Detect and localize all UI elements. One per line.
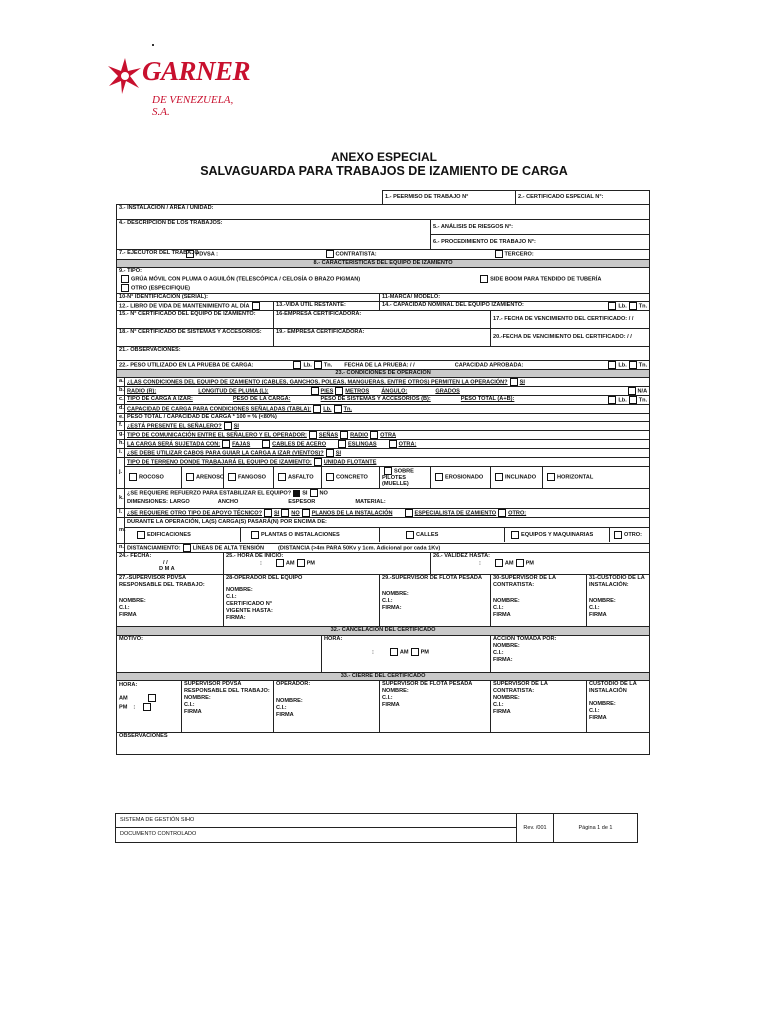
brand-model-field[interactable]: 11-MARCA/ MODELO: — [380, 293, 650, 301]
rocoso-checkbox[interactable] — [129, 473, 137, 481]
cond-b-key: b. — [117, 386, 125, 395]
section-33-header: 33.- CIERRE DEL CERTIFICADO — [117, 672, 650, 680]
eslingas-checkbox[interactable] — [338, 440, 346, 448]
equipment-operator-cell[interactable]: 28-OPERADOR DEL EQUIPO NOMBRE: C.I.: CERTIFICADO N° VIGENTE HASTA: FIRMA: — [224, 574, 380, 626]
star-burst-icon — [108, 58, 142, 94]
executor-pdvsa-option[interactable]: PDVSA : — [182, 250, 322, 260]
executor-contractor-option[interactable]: CONTRATISTA: — [322, 250, 491, 260]
valid-until-field[interactable]: 26.- VALIDEZ HASTA: : AM PM — [431, 552, 650, 574]
equipment-checkbox[interactable] — [511, 531, 519, 539]
document-subtitle: SALVAGUARDA PARA TRABAJOS DE IZAMIENTO DE CARGA — [200, 164, 568, 178]
cond-g-row[interactable]: TIPO DE COMUNICACIÓN ENTRE EL SEÑALERO Y EL OPERADOR: SEÑAS RADIO OTRA — [125, 430, 650, 439]
fajas-checkbox[interactable] — [222, 440, 230, 448]
cond-j-key: j. — [117, 457, 125, 488]
cond-e-key: e. — [117, 413, 125, 421]
reinforce-no-checkbox[interactable] — [310, 489, 318, 497]
cond-a-row[interactable]: ¿LAS CONDICIONES DEL EQUIPO DE IZAMIENTO (CABLES, GANCHOS, POLEAS, MANGUERAS, ENTRE OTROS) PERMITEN LA OPERACIÓN? SI — [125, 377, 650, 386]
cond-d-key: d. — [117, 404, 125, 413]
permit-header-table — [382, 190, 650, 205]
other-overpass-checkbox[interactable] — [614, 531, 622, 539]
installation-custodian-cell[interactable]: 31-CUSTODIO DE LA INSTALACIÓN: NOMBRE: C.I.: FIRMA — [587, 574, 650, 626]
cond-a-si-checkbox[interactable] — [510, 378, 518, 386]
terrain-asfalto[interactable]: ASFALTO — [274, 466, 322, 488]
other-rigging-checkbox[interactable] — [389, 440, 397, 448]
floating-unit-checkbox[interactable] — [314, 458, 322, 466]
revision-label: Rev. /001 — [517, 814, 554, 842]
serial-id-field[interactable]: 10-N° IDENTIFICACIÓN (SERIAL): — [117, 293, 380, 301]
section-32-header: 32.- CANCELACIÓN DEL CERTIFICADO — [117, 626, 650, 635]
arenoso-checkbox[interactable] — [186, 473, 194, 481]
horizontal-checkbox[interactable] — [547, 473, 555, 481]
pdvsa-checkbox[interactable] — [186, 250, 194, 258]
terrain-inclinado[interactable]: INCLINADO — [491, 466, 543, 488]
lifting-form-table — [116, 204, 650, 755]
pdvsa-supervisor-cell[interactable]: 27.-SUPERVISOR PDVSA RESPONSABLE DEL TRABAJO: NOMBRE: C.I.: FIRMA — [117, 574, 224, 626]
management-system-label: SISTEMA DE GESTIÓN SIHO — [116, 814, 516, 828]
close-pdvsa-supervisor-cell[interactable]: SUPERVISOR PDVSA RESPONSABLE DEL TRABAJO: NOMBRE: C.I.: FIRMA — [182, 680, 274, 732]
cond-c-row[interactable]: TIPO DE CARGA A IZAR: PESO DE LA CARGA: PESO DE SISTEMAS Y ACCESORIOS (B): PESO TOTAL (A+B): Lb. Tn. — [125, 395, 650, 404]
pies-checkbox[interactable] — [311, 387, 319, 395]
signaler-si-checkbox[interactable] — [224, 422, 232, 430]
capacity-tn-checkbox[interactable] — [629, 302, 637, 310]
cond-n-row[interactable]: DISTANCIAMIENTO: LÍNEAS DE ALTA TENSIÓN (DISTANCIA (>4m PARA 50Kv y 1cm. Adicional por cada 1Kv) — [125, 543, 650, 552]
stray-mark — [152, 44, 154, 46]
section-8-header: 8.- CARACTERÍSTICAS DEL EQUIPO DE IZAMIENTO — [117, 260, 650, 268]
approved-lb-checkbox[interactable] — [608, 361, 616, 369]
cables-checkbox[interactable] — [262, 440, 270, 448]
cancel-pm-checkbox[interactable] — [411, 648, 419, 656]
other-type-label: OTRO (ESPECIFIQUE) — [131, 285, 191, 292]
accessories-certificate-field[interactable]: 18.- N° CERTIFICADO DE SISTEMAS Y ACCESORIOS: — [117, 328, 274, 346]
accessories-certifier-field[interactable]: 19.- EMPRESA CERTIFICADORA: — [274, 328, 491, 346]
equipment-type-block — [117, 268, 650, 294]
test-tn-checkbox[interactable] — [314, 361, 322, 369]
cancel-time-field[interactable]: HORA: : AM PM — [322, 635, 491, 672]
plants-checkbox[interactable] — [251, 531, 259, 539]
crane-checkbox[interactable] — [121, 275, 129, 283]
work-executor-label: 7.- EJECUTOR DEL TRABAJO — [117, 250, 182, 260]
permit-number-field[interactable]: 1.- PEERMISO DE TRABAJO N° — [383, 191, 516, 205]
final-observations-field[interactable]: OBSERVACIONES — [117, 732, 650, 754]
close-fleet-supervisor-cell[interactable]: SUPERVISOR DE FLOTA PESADA NOMBRE: C.I.: FIRMA — [380, 680, 491, 732]
close-time-field[interactable]: HORA: AM PM : — [117, 680, 182, 732]
section-23-header: 23.- CONDICIONES DE OPERACIÓN — [117, 369, 650, 377]
capacity-table-tn-checkbox[interactable] — [334, 405, 342, 413]
vientos-si-checkbox[interactable] — [326, 449, 334, 457]
senas-checkbox[interactable] — [309, 431, 317, 439]
terrain-fangoso[interactable]: FANGOSO — [224, 466, 274, 488]
remaining-life-field[interactable]: 13.-VIDA ÚTIL RESTANTE: — [274, 301, 380, 310]
valid-pm-checkbox[interactable] — [516, 559, 524, 567]
accessories-expiry-field[interactable]: 20.-FECHA DE VENCIMIENTO DEL CERTIFICADO: / / — [491, 328, 650, 346]
terrain-horizontal[interactable]: HORIZONTAL — [543, 466, 650, 488]
logo-subtitle: DE VENEZUELA, S.A. — [152, 94, 234, 118]
pilotes-checkbox[interactable] — [384, 467, 392, 475]
third-party-checkbox[interactable] — [495, 250, 503, 258]
start-time-field[interactable]: 25.- HORA DE INICIO: : AM PM — [224, 552, 431, 574]
erosionado-checkbox[interactable] — [435, 473, 443, 481]
logo-brand: GARNER — [142, 56, 251, 86]
cond-m-key: m. — [117, 517, 125, 543]
reinforce-si-checkbox[interactable] — [293, 490, 300, 497]
date-field[interactable]: 24.- FECHA: / / D M A — [117, 552, 224, 574]
terrain-pilotes[interactable]: SOBRE PILOTES (MUELLE) — [380, 466, 431, 488]
other-support-checkbox[interactable] — [498, 509, 506, 517]
concreto-checkbox[interactable] — [326, 473, 334, 481]
cond-m-row[interactable]: DURANTE LA OPERACIÓN, LA(S) CARGA(S) PASARÁ(N) POR ENCIMA DE: EDIFICACIONES PLANTAS O INSTALACIONES CALLES EQUIPOS Y MAQUINARIAS OTRO: — [125, 517, 650, 543]
specialist-checkbox[interactable] — [405, 509, 413, 517]
test-lb-checkbox[interactable] — [293, 361, 301, 369]
cancel-action-field[interactable]: ACCIÓN TOMADA POR: NOMBRE: C.I.: FIRMA: — [491, 635, 650, 672]
contractor-supervisor-cell[interactable]: 30-SUPERVISOR DE LA CONTRATISTA: NOMBRE: C.I.: FIRMA — [491, 574, 587, 626]
close-operator-cell[interactable]: OPERADOR: NOMBRE: C.I.: FIRMA — [274, 680, 380, 732]
close-am-checkbox[interactable] — [148, 694, 156, 702]
approved-tn-checkbox[interactable] — [629, 361, 637, 369]
cond-a-key: a. — [117, 377, 125, 386]
close-pm-checkbox[interactable] — [143, 703, 151, 711]
cond-k-row[interactable]: ¿SE REQUIERE REFUERZO PARA ESTABILIZAR EL EQUIPO? SI NO DIMENSIONES: LARGO ANCHO ESPESOR MATERIAL: — [125, 488, 650, 508]
crane-option-label: GRÚA MÓVIL CON PLUMA O AGUILÓN (TELESCÓPICA / CELOSÍA O BRAZO PIGMAN) — [131, 276, 361, 283]
terrain-erosionado[interactable]: EROSIONADO — [431, 466, 491, 488]
buildings-checkbox[interactable] — [137, 531, 145, 539]
cond-b-row[interactable]: RADIO (R): LONGITUD DE PLUMA (L): PIES METROS ÁNGULO: GRADOS N/A — [125, 386, 650, 395]
certifying-company-field[interactable]: 16-EMPRESA CERTIFICADORA: — [274, 310, 491, 328]
side-boom-checkbox[interactable] — [480, 275, 488, 283]
document-footer — [115, 813, 638, 843]
observations-field[interactable]: 21.- OBSERVACIONES: — [117, 346, 650, 360]
inclinado-checkbox[interactable] — [495, 473, 503, 481]
cond-h-key: h. — [117, 439, 125, 448]
other-type-checkbox[interactable] — [121, 284, 129, 292]
installation-field[interactable]: 3.- INSTALACIÓN / ÁREA / UNIDAD: — [117, 205, 650, 220]
fleet-supervisor-cell[interactable]: 29.-SUPERVISOR DE FLOTA PESADA NOMBRE: C.I.: FIRMA: — [380, 574, 491, 626]
maintenance-log-field[interactable]: 12.- LIBRO DE VIDA DE MANTENIMIENTO AL DÍA — [117, 301, 274, 310]
total-lb-checkbox[interactable] — [608, 396, 616, 404]
valid-am-checkbox[interactable] — [495, 559, 503, 567]
cond-j-row[interactable]: TIPO DE TERRENO DONDE TRABAJARÁ EL EQUIPO DE IZAMIENTO: UNIDAD FLOTANTE — [125, 457, 650, 466]
cancel-am-checkbox[interactable] — [390, 648, 398, 656]
support-si-checkbox[interactable] — [264, 509, 272, 517]
work-procedure-field[interactable]: 6.- PROCEDIMIENTO DE TRABAJO N°: — [431, 235, 650, 250]
cond-l-key: l. — [117, 508, 125, 517]
cond-f-row[interactable]: ¿ESTÁ PRESENTE EL SEÑALERO? SI — [125, 421, 650, 430]
page-number-label: Página 1 de 1 — [578, 825, 613, 831]
cond-i-key: i. — [117, 448, 125, 457]
maintenance-checkbox[interactable] — [252, 302, 260, 310]
cond-e-row[interactable]: PESO TOTAL / CAPACIDAD DE CARGA * 100 = % (<80%) — [125, 413, 650, 421]
cond-c-key: c. — [117, 395, 125, 404]
cond-f-key: f. — [117, 421, 125, 430]
cond-n-key: n. — [117, 543, 125, 552]
asfalto-checkbox[interactable] — [278, 473, 286, 481]
type-label: 9.- TIPO: — [119, 268, 142, 274]
load-test-row[interactable]: 22.- PESO UTILIZADO EN LA PRUEBA DE CARGA: Lb. Tn. FECHA DE LA PRUEBA: / / CAPACIDAD APROBADA: Lb. Tn. — [117, 360, 650, 369]
metros-checkbox[interactable] — [335, 387, 343, 395]
close-contractor-supervisor-cell[interactable]: SUPERVISOR DE LA CONTRATISTA: NOMBRE: C.I.: FIRMA — [491, 680, 587, 732]
contractor-checkbox[interactable] — [326, 250, 334, 258]
high-voltage-checkbox[interactable] — [183, 544, 191, 552]
cond-d-row[interactable]: CAPACIDAD DE CARGA PARA CONDICIONES SEÑALADAS (TABLA): Lb. Tn. — [125, 404, 650, 413]
support-no-checkbox[interactable] — [281, 509, 289, 517]
terrain-arenoso[interactable]: ARENOSO — [182, 466, 224, 488]
side-boom-option-label: SIDE BOOM PARA TENDIDO DE TUBERÍA — [490, 276, 602, 283]
cond-i-row[interactable]: ¿SE DEBE UTILIZAR CABOS PARA GUIAR LA CARGA A IZAR (VIENTOS)? SI — [125, 448, 650, 457]
document-title: ANEXO ESPECIAL — [330, 150, 438, 164]
equipment-certificate-field[interactable]: 15.- N° CERTIFICADO DEL EQUIPO DE IZAMIENTO: — [117, 310, 274, 328]
risk-analysis-field[interactable]: 5.- ANÁLISIS DE RIESGOS N°: — [431, 220, 650, 235]
executor-third-party-option[interactable]: TERCERO: — [491, 250, 650, 260]
cancel-reason-field[interactable]: MOTIVO: — [117, 635, 322, 672]
terrain-rocoso[interactable]: ROCOSO — [125, 466, 182, 488]
plans-checkbox[interactable] — [302, 509, 310, 517]
cond-g-key: g. — [117, 430, 125, 439]
company-logo — [108, 56, 251, 118]
start-pm-checkbox[interactable] — [297, 559, 305, 567]
capacity-table-lb-checkbox[interactable] — [313, 405, 321, 413]
terrain-concreto[interactable]: CONCRETO — [322, 466, 380, 488]
fangoso-checkbox[interactable] — [228, 473, 236, 481]
streets-checkbox[interactable] — [406, 531, 414, 539]
certificate-expiry-field[interactable]: 17.- FECHA DE VENCIMIENTO DEL CERTIFICADO: / / — [491, 310, 650, 328]
cond-h-row[interactable]: LA CARGA SERÁ SUJETADA CON: FAJAS CABLES DE ACERO ESLINGAS OTRA: — [125, 439, 650, 448]
nominal-capacity-field[interactable]: 14.- CAPACIDAD NOMINAL DEL EQUIPO IZAMIENTO: Lb. Tn. — [380, 301, 650, 310]
cond-l-row[interactable]: ¿SE REQUIERE OTRO TIPO DE APOYO TÉCNICO? SI NO PLANOS DE LA INSTALACIÓN ESPECIALISTA DE IZAMIENTO OTRO: — [125, 508, 650, 517]
work-description-field[interactable]: 4.- DESCRIPCION DE LOS TRABAJOS: — [117, 220, 431, 250]
other-comm-checkbox[interactable] — [370, 431, 378, 439]
cond-m-label: DURANTE LA OPERACIÓN, LA(S) CARGA(S) PASARÁ(N) POR ENCIMA DE: — [127, 518, 327, 525]
close-custodian-cell[interactable]: CUSTODIO DE LA INSTALACIÓN NOMBRE: C.I.: FIRMA — [587, 680, 650, 732]
na-checkbox[interactable] — [628, 387, 636, 395]
radio-checkbox[interactable] — [340, 431, 348, 439]
certificate-number-field[interactable]: 2.- CERTIFICADO ESPECIAL N°: — [516, 191, 650, 205]
start-am-checkbox[interactable] — [276, 559, 284, 567]
controlled-document-label: DOCUMENTO CONTROLADO — [120, 831, 197, 837]
total-tn-checkbox[interactable] — [629, 396, 637, 404]
cond-k-key: k. — [117, 488, 125, 508]
capacity-lb-checkbox[interactable] — [608, 302, 616, 310]
